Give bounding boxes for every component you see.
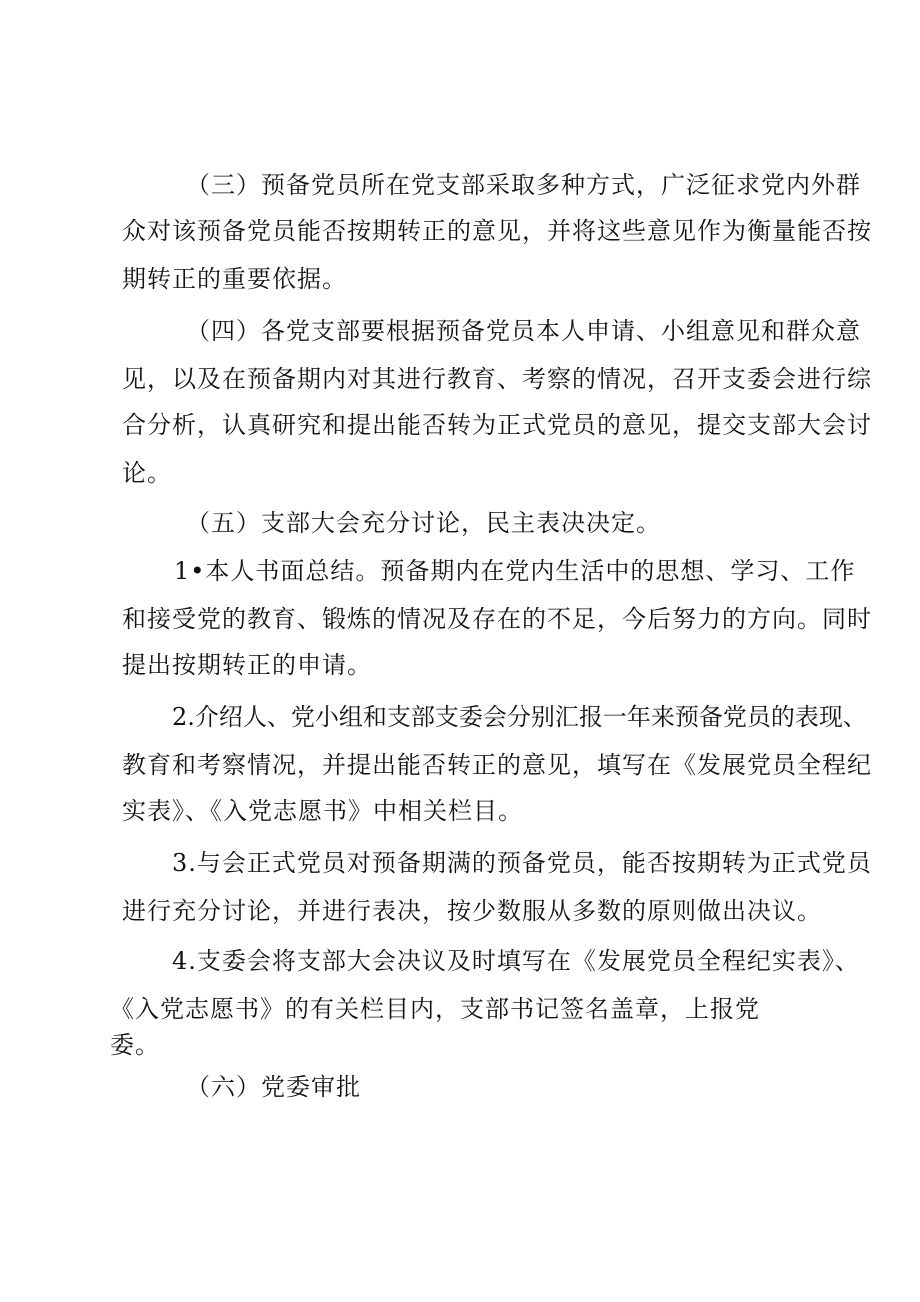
item-2-line-2: 教育和考察情况，并提出能否转正的意见，填写在《发展党员全程纪 xyxy=(122,751,872,779)
section-4-line-2: 见，以及在预备期内对其进行教育、考察的情况，召开支委会进行综 xyxy=(122,365,872,393)
section-4-line-3: 合分析，认真研究和提出能否转为正式党员的意见，提交支部大会讨 xyxy=(122,411,872,439)
item-2-line-1: 2.介绍人、党小组和支部支委会分别汇报一年来预备党员的表现、 xyxy=(172,703,867,731)
item-3-line-1: 3.与会正式党员对预备期满的预备党员，能否按期转为正式党员 xyxy=(172,849,872,877)
item-1-line-3: 提出按期转正的申请。 xyxy=(122,651,372,679)
item-1-line-2: 和接受党的教育、锻炼的情况及存在的不足，今后努力的方向。同时 xyxy=(122,605,872,633)
section-6-line-1: （六）党委审批 xyxy=(186,1073,361,1101)
section-5-line-1: （五）支部大会充分讨论，民主表决决定。 xyxy=(186,509,661,537)
section-3-line-1: （三）预备党员所在党支部采取多种方式，广泛征求党内外群 xyxy=(186,171,861,199)
item-2-line-3: 实表》、《入党志愿书》中相关栏目。 xyxy=(122,797,523,825)
item-3-line-2: 进行充分讨论，并进行表决，按少数服从多数的原则做出决议。 xyxy=(122,897,822,925)
section-3-line-2: 众对该预备党员能否按期转正的意见，并将这些意见作为衡量能否按 xyxy=(122,217,872,245)
item-4-line-1: 4.支委会将支部大会决议及时填写在《发展党员全程纪实表》、 xyxy=(172,947,860,975)
section-3-line-3: 期转正的重要依据。 xyxy=(122,265,347,293)
item-4-line-3: 委。 xyxy=(110,1031,160,1059)
item-4-line-2: 《入党志愿书》的有关栏目内，支部书记签名盖章，上报党 xyxy=(110,995,760,1023)
section-4-line-1: （四）各党支部要根据预备党员本人申请、小组意见和群众意 xyxy=(186,317,861,345)
item-1-line-1: 1•本人书面总结。预备期内在党内生活中的思想、学习、工作 xyxy=(174,557,856,585)
section-4-line-4: 论。 xyxy=(122,459,172,487)
